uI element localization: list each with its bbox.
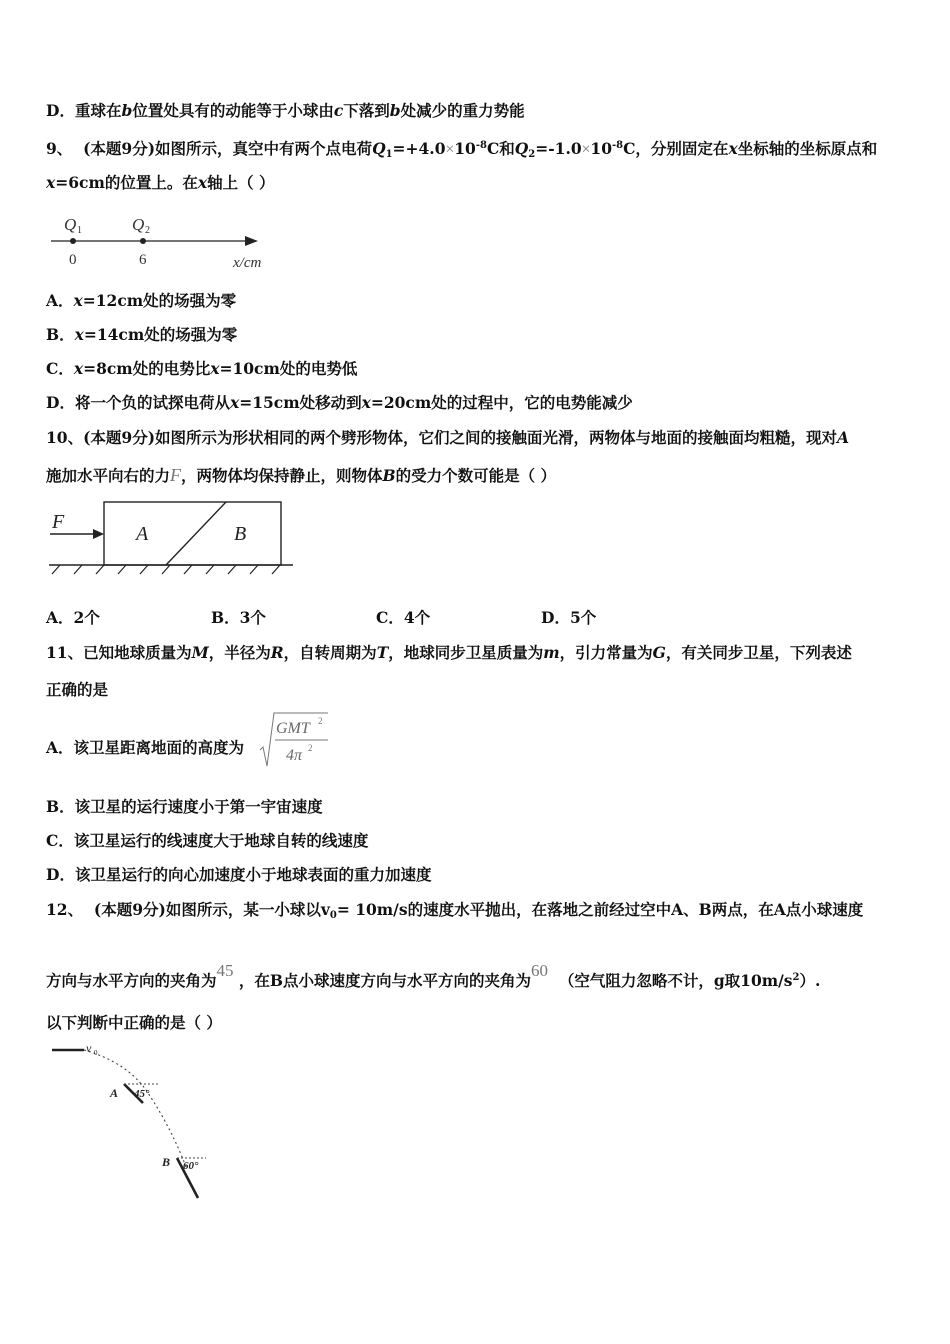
q11-option-b: B．该卫星的运行速度小于第一宇宙速度	[46, 797, 323, 816]
q11-option-d: D．该卫星运行的向心加速度小于地球表面的重力加速度	[46, 865, 432, 884]
q2-label: Q	[132, 215, 145, 234]
q1-label-sub: 1	[77, 225, 82, 236]
q10-stem-line2: 施加水平向右的力F，两物体均保持静止，则物体B的受力个数可能是（ ）	[46, 465, 557, 485]
block-outline	[104, 502, 281, 565]
q12-stem-line3: 以下判断中正确的是（ ）	[46, 1013, 222, 1032]
point-a-label: A	[110, 1086, 119, 1100]
q10-option-c: C．4个	[376, 608, 431, 627]
q9-stem-line2: x=6cm的位置上。在x轴上（ ）	[46, 173, 275, 192]
q10-option-d: D．5个	[541, 608, 597, 627]
q11-stem-line1: 11、已知地球质量为M，半径为R，自转周期为T，地球同步卫星质量为m，引力常量为G，有关同步卫星，下列表述	[46, 643, 852, 662]
q1-point	[70, 238, 76, 244]
formula-denominator-exp: 2	[308, 743, 313, 753]
wedge-a-label: A	[136, 523, 149, 545]
q2-label-sub: 2	[145, 225, 150, 236]
q12-projectile-figure	[46, 1042, 216, 1212]
q9-axis-figure	[46, 208, 276, 270]
q10-option-a: A．2个	[46, 608, 100, 627]
q11-option-c: C．该卫星运行的线速度大于地球自转的线速度	[46, 831, 369, 850]
point-a-angle: 45°	[134, 1088, 150, 1100]
q10-wedge-figure	[46, 500, 296, 580]
q9-stem-line1: 9、 (本题9分)如图所示，真空中有两个点电荷$Q_1=+4.0\times 10^{-8}C$和$Q_2=-1.0\times 10^{-8}C$，分别固定在x坐标轴的坐标原点和	[46, 139, 878, 160]
q10-stem-line1: 10、(本题9分)如图所示为形状相同的两个劈形物体，它们之间的接触面光滑，两物体与地面的接触面均粗糙，现对A	[46, 428, 850, 447]
q9-option-d: D．将一个负的试探电荷从x=15cm处移动到x=20cm处的过程中，它的电势能减少	[46, 393, 633, 412]
ground-hatching	[52, 565, 280, 574]
point-b-label: B	[162, 1155, 171, 1169]
wedge-contact-surface	[166, 502, 226, 565]
q9-option-a: A．x=12cm处的场强为零	[46, 291, 237, 310]
q9-option-c: C．x=8cm处的电势比x=10cm处的电势低	[46, 359, 358, 378]
q8-option-d: D．重球在b位置处具有的动能等于小球由c下落到b处减少的重力势能	[46, 101, 525, 120]
wedge-b-label: B	[234, 523, 247, 545]
q10-option-b: B．3个	[211, 608, 266, 627]
q9-option-b: B．x=14cm处的场强为零	[46, 325, 238, 344]
formula-numerator: GMT	[276, 720, 310, 737]
formula-denominator: 4π	[286, 747, 303, 764]
axis-unit-label: x/cm	[233, 255, 262, 271]
x-axis-arrow-icon	[245, 236, 258, 246]
v0-label-sub: 0	[94, 1049, 98, 1057]
force-f-label: F	[52, 511, 65, 533]
force-arrow-icon	[93, 529, 104, 539]
tick-6-label: 6	[139, 252, 147, 268]
v0-label: v	[86, 1041, 92, 1055]
q11-option-a: A．该卫星距离地面的高度为	[46, 738, 245, 757]
q12-stem-line1: 12、 (本题9分)如图所示，某一小球以$v_0= 10m/s$的速度水平抛出，在落地之前经过空中A、B两点，在A点小球速度	[46, 900, 864, 921]
q2-point	[140, 238, 146, 244]
q1-label: Q	[64, 215, 77, 234]
formula-numerator-exp: 2	[318, 716, 323, 726]
tick-0-label: 0	[69, 252, 77, 268]
trajectory-curve	[84, 1050, 186, 1167]
point-b-angle: 60°	[183, 1160, 199, 1172]
q12-stem-line2: 方向与水平方向的夹角为45 ，在B点小球速度方向与水平方向的夹角为60 （空气阻力忽略不计，g取$10m/s^2$）.	[46, 961, 821, 990]
q11-option-a-formula	[258, 710, 338, 770]
q11-stem-line2: 正确的是	[46, 680, 109, 699]
